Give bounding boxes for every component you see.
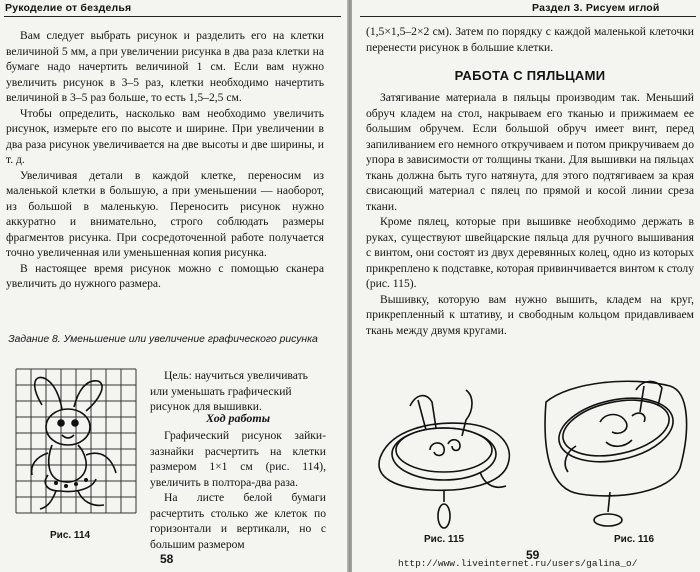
page-number-right: 59 — [526, 548, 540, 562]
page-number-left: 58 — [160, 552, 174, 566]
hoop-illustration-116 — [540, 372, 694, 532]
paragraph: Чтобы определить, насколько вам необходимо увеличить рисунок, измерьте его по высоте и ширине. При увеличении в два раза рисунок увеличивается на две высоты и две ширины, и т. д. — [6, 106, 324, 166]
header-rule-left — [4, 16, 341, 17]
bunny-grid-drawing — [12, 365, 142, 520]
paragraph: (1,5×1,5–2×2 см). Затем по порядку с каждой маленькой клеточки перенести рисунок в большие клетки. — [366, 25, 694, 54]
left-body-text — [6, 28, 324, 292]
work-steps — [150, 428, 326, 552]
paragraph: Вам следует выбрать рисунок и разделить его на клетки величиной 5 мм, а при увеличении рисунка в два раза клетки на бумаге надо начертить величиной 1 см. Если вам нужно увеличить рисунок в 3–5 раз, клетки необходимо начертить величиной в 3–5 раз больше, то есть 1,5–2,5 см. — [6, 29, 324, 104]
work-heading: Ход работы — [205, 411, 271, 425]
paragraph: На листе белой бумаги расчертить столько же клеток по горизонтали и вертикали, но с большим размером — [150, 491, 326, 551]
goal-text — [150, 368, 326, 415]
paragraph: Цель: научиться увеличивать или уменьшать графический рисунок для вышивки. — [150, 369, 308, 413]
section-heading: РАБОТА С ПЯЛЬЦАМИ — [454, 68, 606, 83]
header-rule-right — [360, 16, 696, 17]
right-body-text — [366, 90, 694, 338]
task-title: Задание 8. Уменьшение или увеличение графического рисунка — [8, 334, 318, 345]
figure-caption-115: Рис. 115 — [424, 534, 465, 545]
paragraph: Вышивку, которую вам нужно вышить, кладем на круг, прикрепленный к штативу, и свободным кольцом придавливаем ткань между двумя кругами. — [366, 292, 694, 337]
left-page — [0, 0, 348, 572]
figure-caption-114: Рис. 114 — [50, 530, 91, 541]
paragraph: В настоящее время рисунок можно с помощью сканера увеличить до нужного размера. — [6, 261, 324, 290]
source-url: http://www.liveinternet.ru/users/galina_o/ — [398, 558, 638, 569]
running-head-right: Раздел 3. Рисуем иглой — [532, 2, 660, 14]
hoop-illustration-115 — [370, 380, 520, 530]
paragraph: Графический рисунок зайки-зазнайки расчертить на клетки размером 1×1 см (рис. 114), увеличить в полтора-два раза. — [150, 429, 326, 489]
paragraph: Кроме пялец, которые при вышивке необходимо держать в руках, существуют швейцарские пяльца для ручного вышивания с винтом, они состоят из двух деревянных колец, одно из которых прикреплено к подставке, которая привинчивается винтом к столу (рис. 115). — [366, 215, 694, 290]
right-page — [352, 0, 700, 572]
paragraph: Увеличивая детали в каждой клетке, переносим из маленькой клетки в большую, а при уменьшении — наоборот, из большой в маленькую. Переносить рисунок нужно аккуратно и внимательно, строго соблюдать размеры фрагментов рисунка. При сосредоточенной работе получается точно увеличенная или уменьшенная копия рисунка. — [6, 168, 324, 259]
paragraph: Затягивание материала в пяльцы производим так. Меньший обруч кладем на стол, накрываем его тканью и прижимаем ее большим обручем. Если большой обруч имеет винт, перед запиливанием его немного откручиваем и потом прикручиваем до упора в зависимости от толщины ткани. Для вышивки на пяльцах ткань должна быть туго натянута, для этого подтягиваем за края свисающий материал с пялец по прямой и косой линии среза ткани. — [366, 91, 694, 213]
continuation-text — [366, 24, 694, 55]
figure-caption-116: Рис. 116 — [614, 534, 655, 545]
running-head-left: Рукоделие от безделья — [5, 2, 132, 14]
